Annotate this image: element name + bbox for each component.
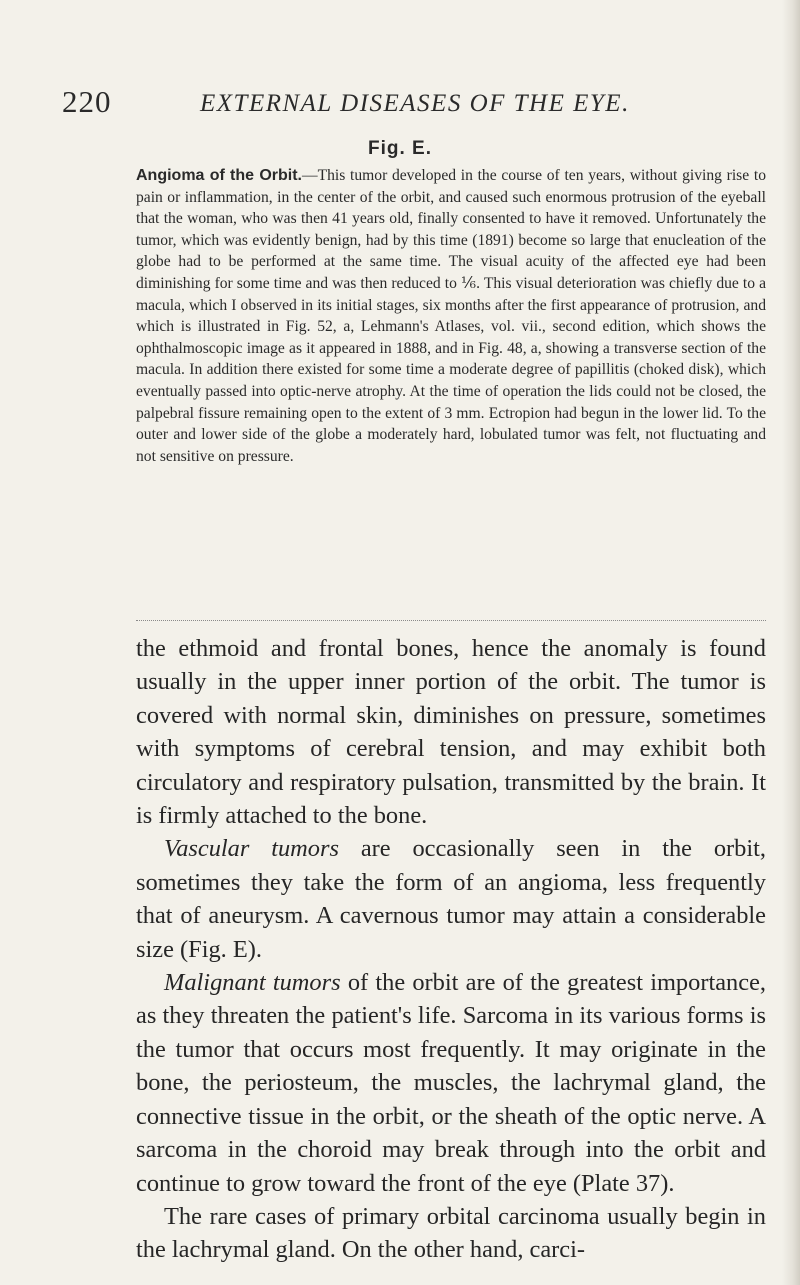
term-vascular-tumors: Vascular tumors xyxy=(164,835,339,863)
page-header xyxy=(62,84,762,124)
figure-label: Fig. E. xyxy=(368,138,432,159)
caption-divider xyxy=(136,620,766,621)
caption-title: Angioma of the Orbit. xyxy=(136,167,302,184)
page-number: 220 xyxy=(62,84,112,119)
paragraph-carcinoma: The rare cases of primary orbital carcinoma usually begin in the lachrymal gland. On the other hand, carci- xyxy=(136,1202,766,1264)
paragraph-text: are occasionally seen in the orbit, sometimes they take the form of an angioma, less frequently that of aneurysm. A cavernous tumor may attain a considerable size (Fig. E). xyxy=(136,835,766,963)
body-text xyxy=(136,632,766,1267)
page-edge-shadow xyxy=(782,0,800,1285)
figure-caption xyxy=(136,165,766,467)
paragraph-text: of the orbit are of the greatest importance, as they threaten the patient's life. Sarcoma in its various forms is the tumor that occurs most frequently. It may originate in the bone, the periosteum, the muscles, the lachrymal gland, the connective tissue in the orbit, or the sheath of the optic nerve. A sarcoma in the choroid may break through into the orbit and continue to grow toward the front of the eye (Plate 37). xyxy=(136,969,766,1197)
running-head: EXTERNAL DISEASES OF THE EYE. xyxy=(200,90,630,117)
term-malignant-tumors: Malignant tumors xyxy=(164,969,341,997)
paragraph-continuation: the ethmoid and frontal bones, hence the anomaly is found usually in the upper inner portion of the orbit. The tumor is covered with normal skin, diminishes on pressure, sometimes with symptoms of cerebral tension, and may exhibit both circulatory and respiratory pulsation, transmitted by the brain. It is firmly attached to the bone. xyxy=(136,635,766,830)
caption-text: —This tumor developed in the course of ten years, without giving rise to pain or inflammation, in the center of the orbit, and caused such enormous protrusion of the eyeball that the woman, who was then 41 years old, finally consented to have it removed. Unfortunately the tumor, which was evidently benign, had by this time (1891) become so large that enucleation of the globe had to be performed at the same time. The visual acuity of the affected eye had been diminishing for some time and was then reduced to ⅙. This visual deterioration was chiefly due to a macula, which I observed in its initial stages, six months after the first appearance of protrusion, and which is illustrated in Fig. 52, a, Lehmann's Atlases, vol. vii., second edition, which shows the ophthalmoscopic image as it appeared in 1888, and in Fig. 48, a, showing a transverse section of the macula. In addition there existed for some time a moderate degree of papillitis (choked disk), which eventually passed into optic-nerve atrophy. At the time of operation the lids could not be closed, the palpebral fissure remaining open to the extent of 3 mm. Ectropion had begun in the lower lid. To the outer and lower side of the globe a moderately hard, lobulated tumor was felt, not fluctuating and not sensitive on pressure. xyxy=(136,167,766,465)
paragraph-vascular-tumors xyxy=(136,832,766,966)
paragraph-malignant-tumors xyxy=(136,966,766,1200)
